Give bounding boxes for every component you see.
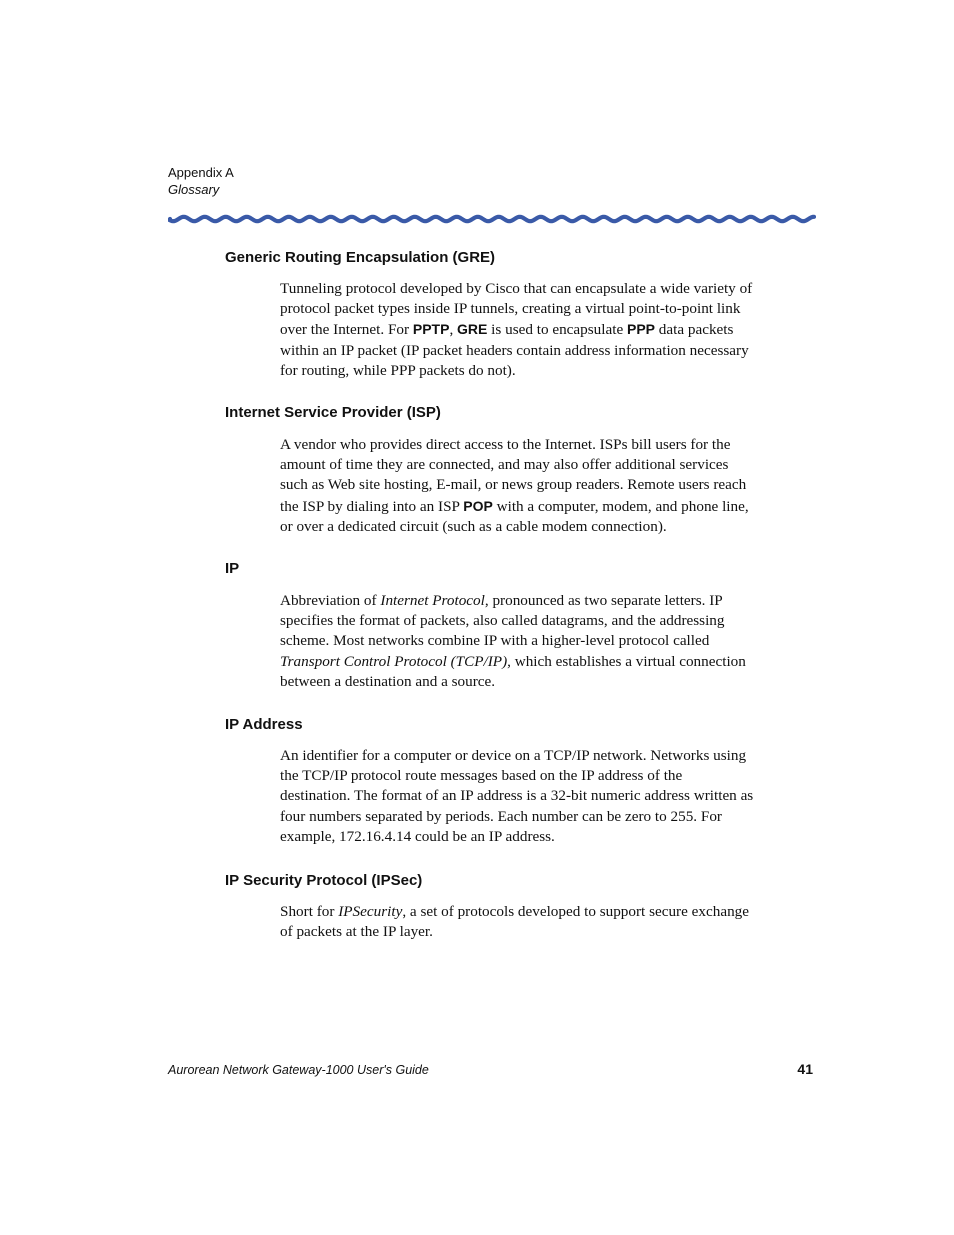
definition-line: Abbreviation of Internet Protocol, pronounced as two separate letters. IP [280,592,723,609]
definition-isp [280,435,814,537]
header-subsection: Glossary [168,182,220,197]
wavy-divider-rule [168,212,816,226]
definition-line: of packets at the IP layer. [280,923,433,941]
term-isp: Internet Service Provider (ISP) [225,404,441,421]
emphasis-ipsecurity: IPSecurity [338,903,403,920]
term-ip-address: IP Address [225,716,303,733]
definition-line: destination. The format of an IP address is a 32-bit numeric address written as [280,787,754,805]
header-section: Appendix A [168,165,234,180]
definition-ip [280,591,814,692]
definition-line: between a destination and a source. [280,672,496,690]
term-gre: Generic Routing Encapsulation (GRE) [225,249,496,266]
running-header [168,164,234,198]
definition-line: the ISP by dialing into an ISP POP with a computer, modem, and phone line, [280,497,749,515]
definition-line: example, 172.16.4.14 could be an IP address. [280,827,555,845]
footer-document-title: Aurorean Network Gateway-1000 User's Guide [168,1063,429,1077]
definition-ipsec [280,902,814,942]
emphasis-internet-protocol: Internet Protocol [380,592,485,609]
wavy-divider-path [170,217,814,221]
term-ref-pptp: PPTP [412,321,450,338]
definition-line: within an IP packet (IP packet headers contain address information necessary [280,341,749,359]
term-ipsec: IP Security Protocol (IPSec) [225,872,423,889]
definition-ip-address [280,746,814,847]
term-ip: IP [225,560,240,577]
term-ref-pop: POP [463,497,493,514]
definition-line: over the Internet. For PPTP, GRE is used to encapsulate PPP data packets [280,321,734,339]
definition-line: specifies the format of packets, also called datagrams, and the addressing [280,612,725,630]
definition-line: An identifier for a computer or device on a TCP/IP network. Networks using [280,747,747,764]
definition-line: A vendor who provides direct access to the Internet. ISPs bill users for the [280,436,731,453]
definition-line: scheme. Most networks combine IP with a higher-level protocol called [280,632,710,650]
definition-line: or over a dedicated circuit (such as a cable modem connection). [280,517,667,535]
definition-line: such as Web site hosting, E-mail, or news group readers. Remote users reach [280,476,747,494]
definition-line: Tunneling protocol developed by Cisco that can encapsulate a wide variety of [280,280,753,297]
definition-line: the TCP/IP protocol route messages based on the IP address of the [280,767,683,785]
definition-gre [280,279,814,381]
definition-line: Short for IPSecurity, a set of protocols developed to support secure exchange [280,903,749,920]
definition-line: Transport Control Protocol (TCP/IP), which establishes a virtual connection [280,652,746,670]
page-number: 41 [797,1061,813,1077]
definition-line: amount of time they are connected, and may also offer additional services [280,456,729,474]
term-ref-gre: GRE [457,321,488,338]
emphasis-tcp-ip: Transport Control Protocol (TCP/IP) [280,652,508,670]
definition-line: four numbers separated by periods. Each number can be zero to 255. For [280,807,722,825]
definition-line: for routing, while PPP packets do not). [280,361,516,379]
term-ref-ppp: PPP [626,321,655,338]
definition-line: protocol packet types inside IP tunnels, creating a virtual point-to-point link [280,300,741,318]
